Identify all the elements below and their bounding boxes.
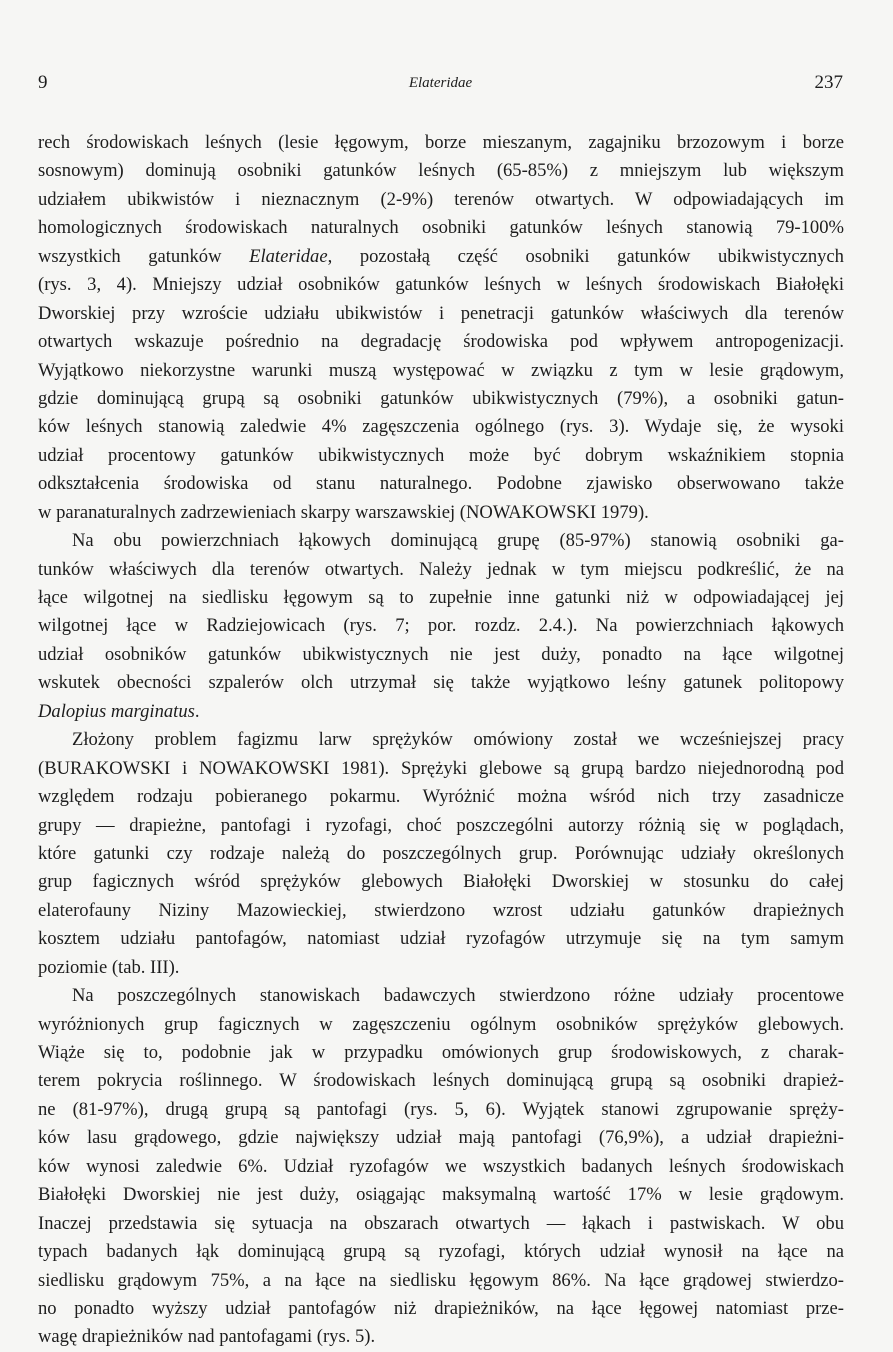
text-line: ków leśnych stanowią zaledwie 4% zagęszczenia ogólnego (rys. 3). Wydaje się, że wysoki <box>38 416 844 438</box>
text-line: ków wynosi zaledwie 6%. Udział ryzofagów we wszystkich badanych leśnych środowiskach <box>38 1155 844 1177</box>
text-line: wskutek obecności szpalerów olch utrzymał się także wyjątkowo leśny gatunek politopowy <box>38 672 844 694</box>
text-line: gdzie dominującą grupą są osobniki gatunków ubikwistycznych (79%), a osobniki gatun- <box>38 387 844 409</box>
text-line: względem rodzaju pobieranego pokarmu. Wyróżnić można wśród nich trzy zasadnicze <box>38 786 844 808</box>
text-line: tunków właściwych dla terenów otwartych. Należy jednak w tym miejscu podkreślić, że na <box>38 558 844 580</box>
text-line: siedlisku grądowym 75%, a na łące na siedlisku łęgowym 86%. Na łące grądowej stwierdzo- <box>38 1269 844 1291</box>
page-number: 237 <box>814 72 843 93</box>
text-line: wagę drapieżników nad pantofagami (rys. 5). <box>38 1326 376 1348</box>
running-header <box>38 72 843 102</box>
text-line: kosztem udziału pantofagów, natomiast udział ryzofagów utrzymuje się na tym samym <box>38 928 844 950</box>
text-line: wyróżnionych grup fagicznych w zagęszczeniu ogólnym osobników sprężyków glebowych. <box>38 1013 844 1035</box>
text-line: udział osobników gatunków ubikwistycznych nie jest duży, ponadto na łące wilgotnej <box>38 643 844 665</box>
text-line: wilgotnej łące w Radziejowicach (rys. 7; por. rozdz. 2.4.). Na powierzchniach łąkowych <box>38 615 844 637</box>
text-line: terem pokrycia roślinnego. W środowiskach leśnych dominującą grupą są osobniki drapież- <box>38 1070 844 1092</box>
text-line: odkształcenia środowiska od stanu naturalnego. Podobne zjawisko obserwowano także <box>38 473 844 495</box>
text-line: grup fagicznych wśród sprężyków glebowych Białołęki Dworskiej w stosunku do całej <box>38 871 844 893</box>
text-line: Dworskiej przy wzroście udziału ubikwistów i penetracji gatunków właściwych dla terenów <box>38 302 844 324</box>
text-line: ków lasu grądowego, gdzie największy udział mają pantofagi (76,9%), a udział drapieżni- <box>38 1127 844 1149</box>
text-line: rech środowiskach leśnych (lesie łęgowym, borze mieszanym, zagajniku brzozowym i borze <box>38 132 844 153</box>
text-line: Na poszczególnych stanowiskach badawczych stwierdzono różne udziały procentowe <box>72 985 844 1007</box>
text-line: grupy — drapieżne, pantofagi i ryzofagi, choć poszczególni autorzy różnią się w poglądach, <box>38 814 844 836</box>
text-line: no ponadto wyższy udział pantofagów niż drapieżników, na łące łęgowej natomiast prze- <box>38 1297 844 1319</box>
text-line: które gatunki czy rodzaje należą do poszczególnych grup. Porównując udziały określonych <box>38 842 844 864</box>
text-line: w paranaturalnych zadrzewieniach skarpy warszawskiej (NOWAKOWSKI 1979). <box>38 501 649 523</box>
text-line: (rys. 3, 4). Mniejszy udział osobników gatunków leśnych w leśnych środowiskach Białołęki <box>38 274 844 296</box>
text-line: łące wilgotnej na siedlisku łęgowym są to zupełnie inne gatunki niż w odpowiadającej jej <box>38 587 844 608</box>
text-line: (BURAKOWSKI i NOWAKOWSKI 1981). Sprężyki glebowe są grupą bardzo niejednorodną pod <box>38 757 844 779</box>
text-line: Wyjątkowo niekorzystne warunki muszą występować w związku z tym w lesie grądowym, <box>38 359 844 381</box>
text-line: otwartych wskazuje pośrednio na degradację środowiska pod wpływem antropogenizacji. <box>38 331 844 353</box>
text-line: Złożony problem fagizmu larw sprężyków omówiony został we wcześniejszej pracy <box>72 729 844 751</box>
text-line: poziomie (tab. III). <box>38 956 180 978</box>
body-text <box>38 129 844 1352</box>
text-line: sosnowym) dominują osobniki gatunków leśnych (65-85%) z mniejszym lub większym <box>38 160 844 182</box>
text-line: udział procentowy gatunków ubikwistycznych może być dobrym wskaźnikiem stopnia <box>38 444 844 466</box>
text-line: homologicznych środowiskach naturalnych osobniki gatunków leśnych stanowią 79-100% <box>38 217 844 239</box>
text-line: Na obu powierzchniach łąkowych dominującą grupę (85-97%) stanowią osobniki ga- <box>72 530 844 552</box>
section-number: 9 <box>38 72 48 93</box>
text-line: typach badanych łąk dominującą grupą są ryzofagi, których udział wynosił na łące na <box>38 1241 844 1263</box>
running-title: Elateridae <box>408 75 473 91</box>
text-line: Białołęki Dworskiej nie jest duży, osiągając maksymalną wartość 17% w lesie grądowym. <box>38 1184 844 1206</box>
text-line: ne (81-97%), drugą grupą są pantofagi (rys. 5, 6). Wyjątek stanowi zgrupowanie spręży- <box>38 1098 844 1120</box>
text-line: Dalopius marginatus. <box>38 700 200 722</box>
text-line: Wiąże się to, podobnie jak w przypadku omówionych grup środowiskowych, z charak- <box>38 1042 844 1063</box>
text-line: elaterofauny Niziny Mazowieckiej, stwierdzono wzrost udziału gatunków drapieżnych <box>38 899 844 921</box>
text-line: Inaczej przedstawia się sytuacja na obszarach otwartych — łąkach i pastwiskach. W obu <box>38 1212 844 1234</box>
text-line: udziałem ubikwistów i nieznacznym (2-9%) terenów otwartych. W odpowiadających im <box>38 188 844 210</box>
text-line: wszystkich gatunków Elateridae, pozostałą część osobniki gatunków ubikwistycznych <box>38 245 844 267</box>
